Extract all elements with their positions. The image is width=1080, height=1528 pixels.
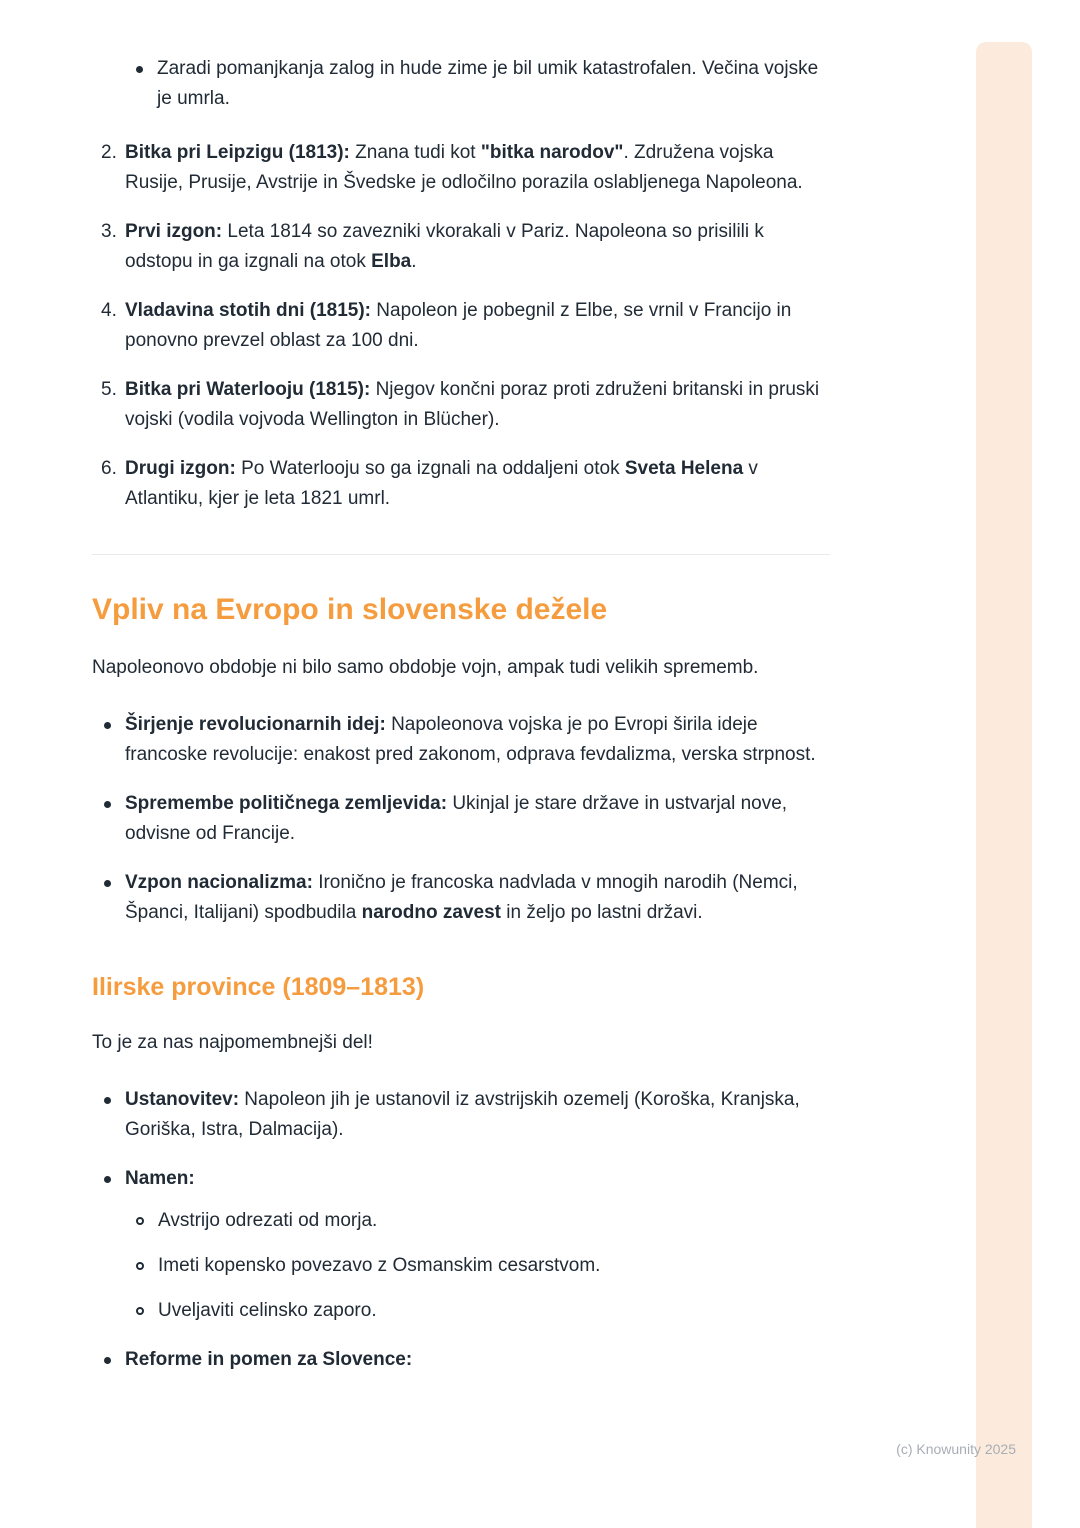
item-number: 4. bbox=[101, 300, 117, 321]
copyright-watermark: (c) Knowunity 2025 bbox=[896, 1441, 1016, 1457]
europe-intro-paragraph: Napoleonovo obdobje ni bilo samo obdobje vojn, ampak tudi velikih sprememb. bbox=[92, 657, 759, 678]
section-title-illyrian-provinces: Ilirske province (1809–1813) bbox=[92, 973, 425, 1001]
napoleon-downfall-numbered-list bbox=[92, 138, 832, 514]
item-text: Bitka pri Waterlooju (1815): Njegov končni poraz proti združeni britanski in pruski vojski (vodila vojvoda Wellington in Blücher). bbox=[125, 379, 820, 430]
bullet-item bbox=[92, 868, 832, 928]
item-text bbox=[125, 1164, 832, 1326]
bullet-dot-icon bbox=[92, 710, 125, 729]
item-text: Širjenje revolucionarnih idej: Napoleonova vojska je po Evropi širila ideje francoske revolucije: enakost pred zakonom, odprava fevdalizma, verska strpnost. bbox=[125, 714, 816, 765]
circle-bullet-icon bbox=[125, 1206, 158, 1225]
bullet-dot-icon bbox=[92, 868, 125, 887]
item-number: 5. bbox=[101, 379, 117, 400]
bullet-dot-icon bbox=[92, 789, 125, 808]
numbered-item bbox=[92, 454, 832, 514]
item-text: Prvi izgon: Leta 1814 so zavezniki vkorakali v Pariz. Napoleona so prisilili k odstopu in ga izgnali na otok Elba. bbox=[125, 221, 764, 272]
bullet-item bbox=[92, 1164, 832, 1326]
item-number: 2. bbox=[101, 142, 117, 163]
item-number: 3. bbox=[101, 221, 117, 242]
bullet-item bbox=[92, 710, 832, 770]
bullet-item bbox=[92, 1085, 832, 1145]
purpose-sub-list bbox=[125, 1206, 832, 1326]
section-divider bbox=[92, 554, 830, 555]
intro-bullet-list bbox=[92, 54, 832, 114]
document-content bbox=[92, 0, 832, 1375]
item-number: 6. bbox=[101, 458, 117, 479]
item-text: Uveljaviti celinsko zaporo. bbox=[158, 1300, 377, 1321]
right-accent-strip bbox=[976, 42, 1032, 1528]
bullet-dot-icon bbox=[92, 1164, 125, 1183]
item-text: Vzpon nacionalizma: Ironično je francoska nadvlada v mnogih narodih (Nemci, Španci, Italijani) spodbudila narodno zavest in željo po lastni državi. bbox=[125, 872, 798, 923]
item-text: Bitka pri Leipzigu (1813): Znana tudi kot "bitka narodov". Združena vojska Rusije, Prusije, Avstrije in Švedske je odločilno porazila oslabljenega Napoleona. bbox=[125, 142, 803, 193]
item-text: Avstrijo odrezati od morja. bbox=[158, 1210, 378, 1231]
illyrian-intro-paragraph: To je za nas najpomembnejši del! bbox=[92, 1032, 373, 1053]
bullet-item bbox=[124, 54, 832, 114]
item-text: Vladavina stotih dni (1815): Napoleon je pobegnil z Elbe, se vrnil v Francijo in ponovno prevzel oblast za 100 dni. bbox=[125, 300, 792, 351]
illyrian-bullet-list bbox=[92, 1085, 832, 1375]
item-text: Ustanovitev: Napoleon jih je ustanovil iz avstrijskih ozemelj (Koroška, Kranjska, Goriška, Istra, Dalmacija). bbox=[125, 1089, 800, 1140]
sub-bullet-item bbox=[125, 1296, 832, 1326]
sub-bullet-item bbox=[125, 1206, 832, 1236]
circle-bullet-icon bbox=[125, 1251, 158, 1270]
bullet-dot-icon bbox=[92, 1345, 125, 1364]
bullet-dot-icon bbox=[124, 54, 157, 73]
section-title-europe: Vpliv na Evropo in slovenske dežele bbox=[92, 593, 608, 626]
item-text: Drugi izgon: Po Waterlooju so ga izgnali na oddaljeni otok Sveta Helena v Atlantiku, kjer je leta 1821 umrl. bbox=[125, 458, 758, 509]
numbered-item bbox=[92, 296, 832, 356]
item-label: Namen: bbox=[125, 1168, 195, 1189]
sub-bullet-item bbox=[125, 1251, 832, 1281]
item-text: Reforme in pomen za Slovence: bbox=[125, 1349, 413, 1370]
circle-bullet-icon bbox=[125, 1296, 158, 1315]
item-text: Zaradi pomanjkanja zalog in hude zime je bil umik katastrofalen. Večina vojske je umrla. bbox=[157, 58, 819, 109]
bullet-item bbox=[92, 789, 832, 849]
numbered-item bbox=[92, 138, 832, 198]
europe-bullet-list bbox=[92, 710, 832, 928]
item-text: Spremembe političnega zemljevida: Ukinjal je stare države in ustvarjal nove, odvisne od Francije. bbox=[125, 793, 788, 844]
numbered-item bbox=[92, 217, 832, 277]
item-text: Imeti kopensko povezavo z Osmanskim cesarstvom. bbox=[158, 1255, 601, 1276]
numbered-item bbox=[92, 375, 832, 435]
bullet-item bbox=[92, 1345, 832, 1375]
bullet-dot-icon bbox=[92, 1085, 125, 1104]
